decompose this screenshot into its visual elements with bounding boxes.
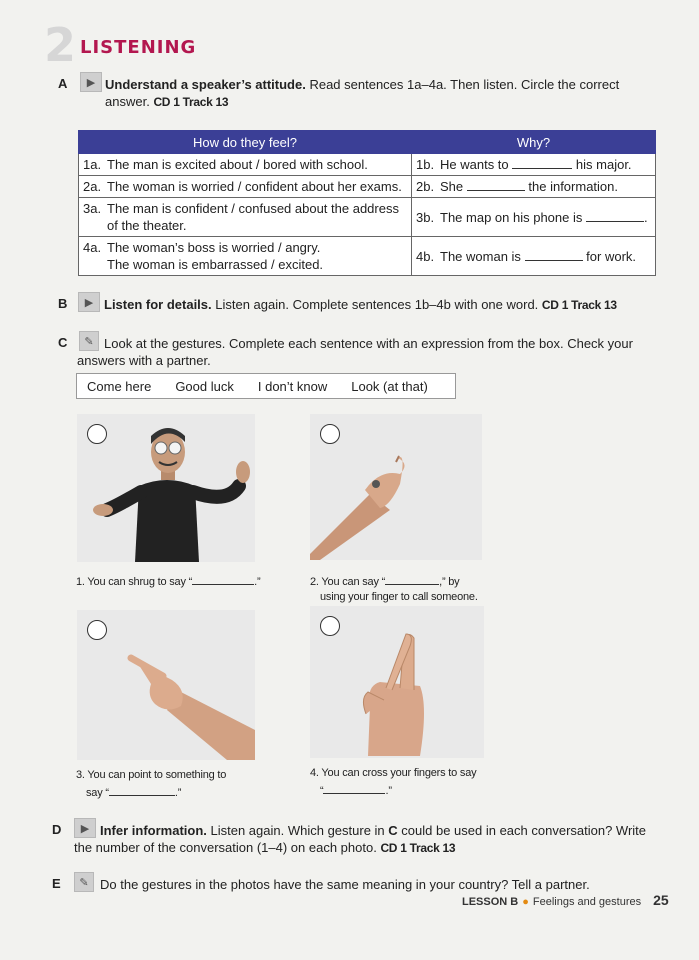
word-option: I don’t know bbox=[257, 378, 328, 394]
table-cell bbox=[79, 237, 412, 276]
pair-work-icon: ✎ bbox=[79, 331, 99, 351]
table-cell bbox=[79, 154, 412, 176]
activity-a-track: CD 1 Track 13 bbox=[153, 95, 229, 109]
caption-text: say “ bbox=[86, 787, 109, 799]
answer-blank[interactable] bbox=[109, 783, 175, 796]
table-row bbox=[79, 176, 656, 198]
footer-lesson: LESSON B bbox=[462, 896, 519, 908]
page-footer bbox=[462, 892, 669, 908]
table-cell bbox=[412, 176, 656, 198]
word-option: Look (at that) bbox=[351, 378, 428, 394]
reason-post: the information. bbox=[528, 179, 618, 194]
activity-b-skill: Listen for details. bbox=[104, 297, 212, 312]
answer-blank[interactable] bbox=[192, 572, 254, 585]
word-option: Come here bbox=[87, 378, 152, 394]
answer-circle[interactable] bbox=[87, 620, 107, 640]
table-header-feel: How do they feel? bbox=[79, 131, 412, 154]
feeling-sentence-cont: of the theater. bbox=[107, 218, 187, 233]
activity-b-letter: B bbox=[58, 296, 68, 311]
page-number: 25 bbox=[653, 892, 669, 908]
answer-blank[interactable] bbox=[467, 178, 525, 191]
photo-come-here bbox=[310, 414, 482, 560]
activity-e-instructions: Do the gestures in the photos have the same meaning in your country? Tell a partner. bbox=[100, 877, 590, 892]
caption-2 bbox=[310, 572, 510, 605]
activity-b-instructions bbox=[104, 296, 664, 314]
feeling-sentence: The man is excited about / bored with school. bbox=[107, 157, 368, 172]
caption-1 bbox=[76, 572, 286, 590]
caption-text: 3. You can point to something to bbox=[76, 769, 227, 781]
answer-blank[interactable] bbox=[525, 248, 583, 261]
table-row bbox=[79, 198, 656, 237]
row-label: 3b. bbox=[416, 209, 435, 225]
audio-icon: ▶ bbox=[80, 72, 102, 92]
caption-text: .” bbox=[385, 785, 392, 797]
answer-blank[interactable] bbox=[512, 156, 572, 169]
row-label: 2b. bbox=[416, 179, 435, 194]
feeling-sentence: The woman’s boss is worried / angry. bbox=[107, 240, 321, 255]
photo-crossed-fingers bbox=[310, 606, 484, 758]
expression-word-box bbox=[76, 373, 456, 399]
answer-circle[interactable] bbox=[320, 424, 340, 444]
reason-post: for work. bbox=[586, 248, 637, 264]
audio-icon: ▶ bbox=[78, 292, 100, 312]
caption-4 bbox=[310, 766, 520, 799]
caption-text: ,” by bbox=[439, 576, 460, 588]
activity-d-instructions-line2 bbox=[74, 839, 654, 857]
activity-d-text2: the number of the conversation (1–4) on each photo. bbox=[74, 840, 377, 855]
reason-pre: She bbox=[440, 179, 464, 194]
feeling-sentence-cont: The woman is embarrassed / excited. bbox=[107, 257, 324, 272]
row-label: 3a. bbox=[83, 201, 102, 216]
answer-circle[interactable] bbox=[87, 424, 107, 444]
caption-text: .” bbox=[254, 576, 261, 588]
answer-blank[interactable] bbox=[586, 209, 644, 222]
reason-pre: The map on his phone is bbox=[440, 209, 583, 225]
table-header-why: Why? bbox=[412, 131, 656, 154]
feelings-table bbox=[78, 130, 656, 276]
reason-pre: He wants to bbox=[440, 157, 509, 172]
activity-d-skill: Infer information. bbox=[100, 823, 207, 838]
table-cell bbox=[412, 198, 656, 237]
row-label: 4b. bbox=[416, 248, 435, 264]
answer-blank[interactable] bbox=[385, 572, 439, 585]
table-cell bbox=[412, 154, 656, 176]
activity-b-track: CD 1 Track 13 bbox=[541, 298, 617, 312]
feelings-table-wrap bbox=[78, 130, 656, 276]
table-row bbox=[79, 154, 656, 176]
caption-text: “ bbox=[320, 785, 324, 797]
row-label: 2a. bbox=[83, 179, 102, 194]
word-option: Good luck bbox=[175, 378, 234, 394]
row-label: 1a. bbox=[83, 157, 102, 172]
activity-d-track: CD 1 Track 13 bbox=[380, 841, 456, 855]
activity-d-c-ref: C bbox=[388, 823, 398, 838]
activity-d-text: could be used in each conversation? Write bbox=[397, 823, 647, 838]
reason-pre: The woman is bbox=[440, 248, 521, 264]
caption-text: 1. You can shrug to say “ bbox=[76, 576, 193, 588]
reason-post: . bbox=[644, 209, 648, 225]
activity-d-instructions-line1 bbox=[100, 822, 670, 839]
row-label: 1b. bbox=[416, 157, 435, 172]
footer-dot-icon: ● bbox=[522, 896, 529, 908]
pair-work-icon: ✎ bbox=[74, 872, 94, 892]
footer-subtitle: Feelings and gestures bbox=[532, 896, 642, 908]
answer-circle[interactable] bbox=[320, 616, 340, 636]
table-header-row bbox=[79, 131, 656, 154]
activity-a-skill: Understand a speaker’s attitude. bbox=[105, 77, 306, 92]
caption-text: 2. You can say “ bbox=[310, 576, 386, 588]
activity-c-instructions-line2: answers with a partner. bbox=[77, 353, 211, 368]
photo-shrug bbox=[77, 414, 255, 562]
activity-c-instructions-line1: Look at the gestures. Complete each sentence with an expression from the box. Check your bbox=[104, 336, 633, 351]
caption-text: .” bbox=[174, 787, 182, 799]
table-cell bbox=[79, 176, 412, 198]
activity-d-letter: D bbox=[52, 822, 62, 837]
activity-a-letter: A bbox=[58, 76, 68, 91]
activity-c-letter: C bbox=[58, 335, 68, 350]
activity-b-text: Listen again. Complete sentences 1b–4b with one word. bbox=[211, 297, 539, 312]
activity-e-letter: E bbox=[52, 876, 61, 891]
table-row bbox=[79, 237, 656, 276]
photo-point bbox=[77, 610, 255, 760]
caption-text: using your finger to call someone. bbox=[320, 591, 478, 603]
caption-text: 4. You can cross your fingers to say bbox=[310, 767, 477, 779]
reason-post: his major. bbox=[575, 157, 632, 172]
activity-d-text: Listen again. Which gesture in bbox=[206, 823, 389, 838]
activity-a-text1: Read sentences 1a–4a. Then listen. Circle the correct bbox=[305, 77, 620, 92]
table-cell bbox=[412, 237, 656, 276]
audio-icon: ▶ bbox=[74, 818, 96, 838]
row-label: 4a. bbox=[83, 240, 102, 255]
feeling-sentence: The woman is worried / confident about her exams. bbox=[107, 179, 402, 194]
table-cell bbox=[79, 198, 412, 237]
section-number: 2 bbox=[44, 18, 77, 72]
answer-blank[interactable] bbox=[323, 781, 385, 794]
feeling-sentence: The man is confident / confused about the address bbox=[107, 201, 399, 216]
activity-a-text2: answer. bbox=[105, 94, 150, 109]
activity-a-instructions bbox=[105, 76, 625, 111]
section-title: LISTENING bbox=[80, 37, 197, 58]
caption-3 bbox=[76, 768, 286, 801]
